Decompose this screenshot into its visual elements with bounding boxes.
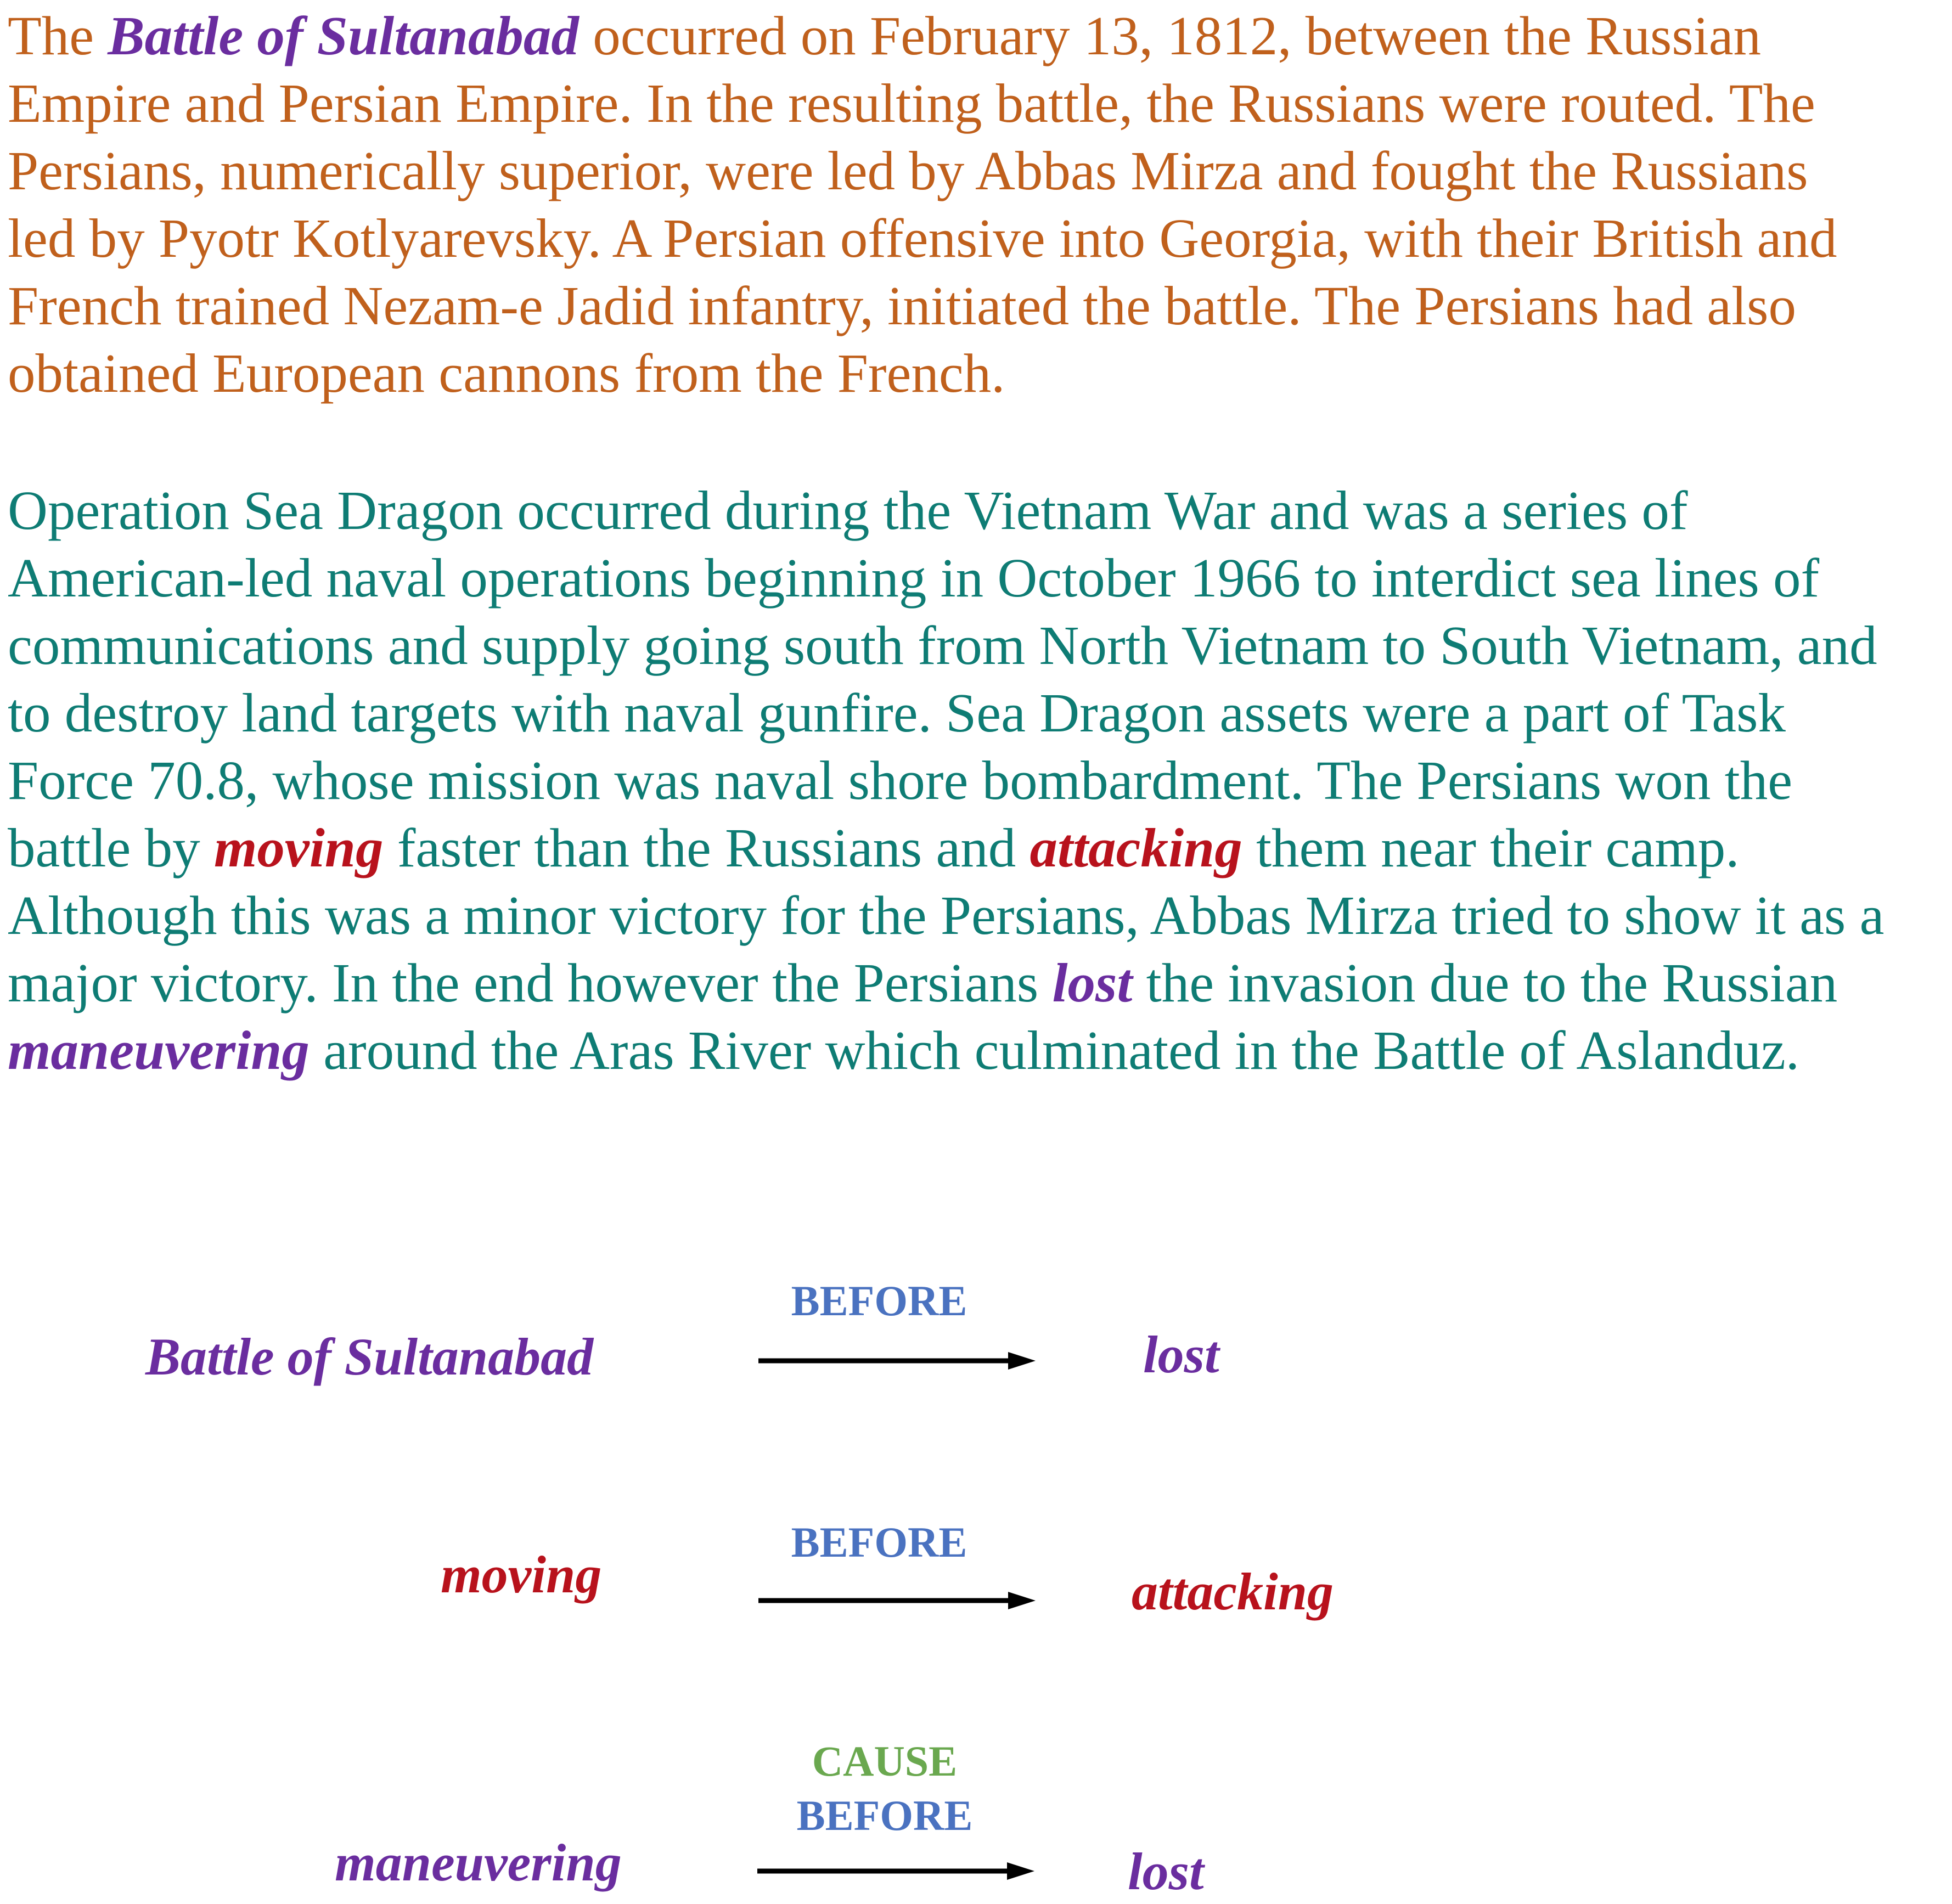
text-span: major victory. In the end however the Persians: [8, 952, 1053, 1013]
relation-1-target: lost: [1143, 1325, 1219, 1384]
paragraph-1-line: Empire and Persian Empire. In the resulting battle, the Russians were routed. The: [8, 72, 1815, 134]
relation-2-label-before: BEFORE: [791, 1518, 967, 1566]
relation-2-source: moving: [441, 1545, 602, 1604]
relation-3-arrow: [757, 1860, 1037, 1882]
relation-3-source: maneuvering: [335, 1833, 622, 1892]
relation-1-source: Battle of Sultanabad: [145, 1327, 594, 1386]
paragraph-2-line: communications and supply going south from North Vietnam to South Vietnam, and: [8, 615, 1877, 676]
context-paragraph-2: [8, 477, 1945, 1084]
relation-1-label-before: BEFORE: [791, 1277, 967, 1325]
paragraph-2-line: [8, 1017, 1945, 1084]
paragraph-1-line: French trained Nezam-e Jadid infantry, initiated the battle. The Persians had also: [8, 275, 1796, 336]
text-span: them near their camp.: [1242, 817, 1740, 878]
relation-3-label-cause: CAUSE: [812, 1737, 958, 1785]
relation-1-arrow: [758, 1350, 1038, 1372]
paragraph-1-line: [8, 2, 1945, 70]
text-span: the invasion due to the Russian: [1132, 952, 1838, 1013]
paragraph-2-line: to destroy land targets with naval gunfire. Sea Dragon assets were a part of Task: [8, 682, 1786, 743]
event-lost: lost: [1052, 952, 1133, 1013]
paragraph-2-line: Operation Sea Dragon occurred during the Vietnam War and was a series of: [8, 480, 1688, 541]
relation-3-target: lost: [1128, 1842, 1204, 1901]
paragraph-1-line: led by Pyotr Kotlyarevsky. A Persian offensive into Georgia, with their British and: [8, 207, 1837, 269]
text-span: occurred on February 13, 1812, between the Russian: [578, 5, 1762, 66]
paragraph-2-line: Force 70.8, whose mission was naval shore bombardment. The Persians won the: [8, 750, 1793, 811]
text-span: faster than the Russians and: [383, 817, 1030, 878]
relation-3-label-before: BEFORE: [796, 1792, 973, 1839]
paragraph-2-line: [8, 949, 1945, 1017]
event-attacking: attacking: [1030, 817, 1242, 878]
paragraph-2-line: [8, 814, 1945, 882]
event-maneuvering: maneuvering: [8, 1019, 310, 1081]
relation-2-arrow: [758, 1590, 1038, 1612]
relation-2-target: attacking: [1132, 1562, 1334, 1621]
text-span: battle by: [8, 817, 214, 878]
paragraph-1-line: Persians, numerically superior, were led by Abbas Mirza and fought the Russians: [8, 140, 1808, 201]
event-battle-of-sultanabad: Battle of Sultanabad: [108, 5, 579, 66]
paragraph-2-line: American-led naval operations beginning in October 1966 to interdict sea lines of: [8, 547, 1820, 609]
context-paragraph-1: [8, 2, 1945, 407]
paragraph-2-line: Although this was a minor victory for the Persians, Abbas Mirza tried to show it as a: [8, 885, 1885, 946]
text-span: around the Aras River which culminated in the Battle of Aslanduz.: [309, 1019, 1800, 1081]
event-moving: moving: [213, 817, 384, 878]
text-span: The: [8, 5, 108, 66]
paragraph-1-line: obtained European cannons from the French.: [8, 342, 1005, 404]
